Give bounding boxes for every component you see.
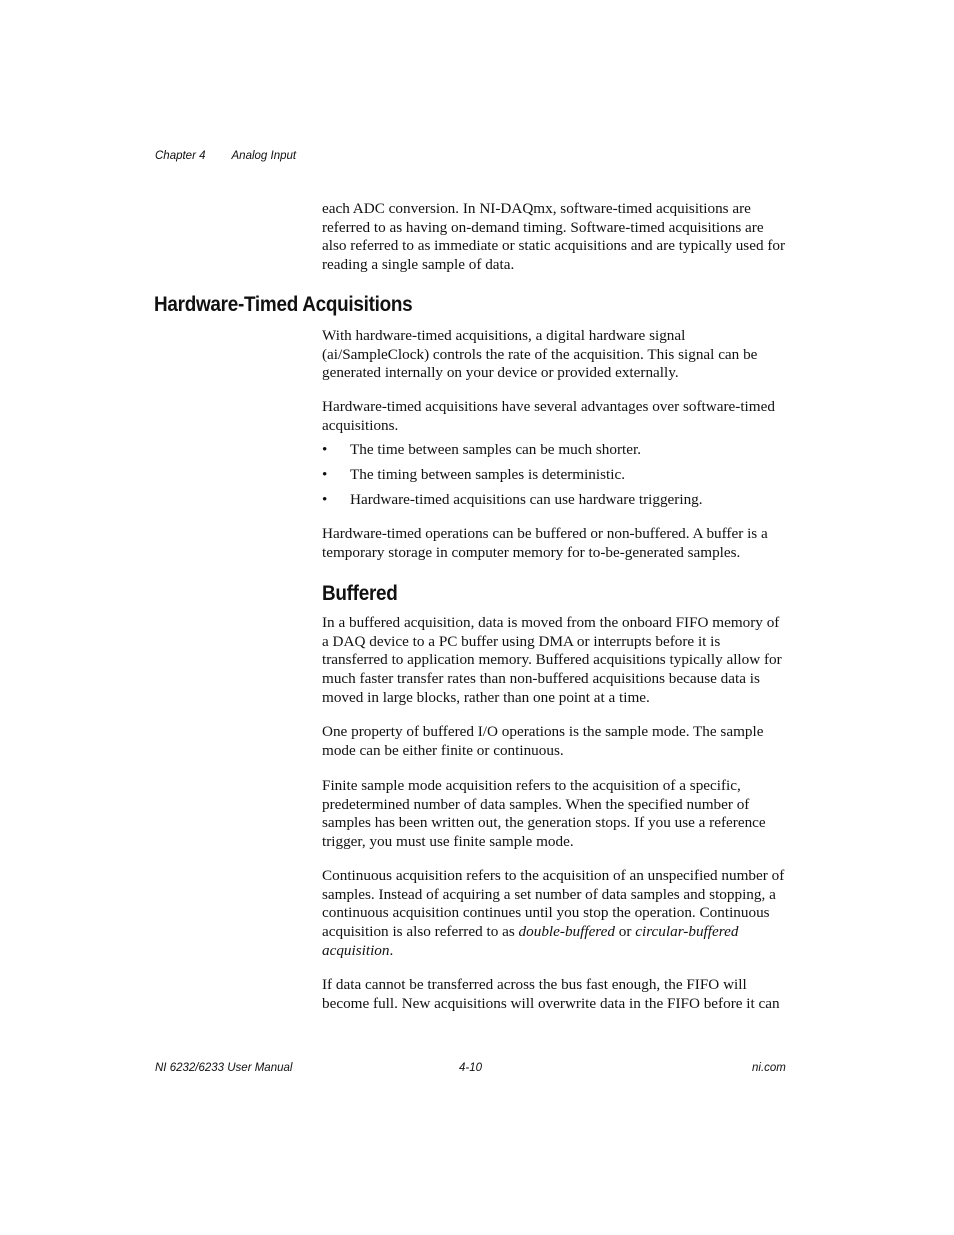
hardware-timed-paragraph-1: With hardware-timed acquisitions, a digital hardware signal (ai/SampleClock) controls the rate of the acquisition. This signal can be generated internally on your device or provided externally. [322,327,758,382]
running-header [155,150,296,162]
buffered-paragraph-4: Continuous acquisition refers to the acquisition of an unspecified number of samples. Instead of acquiring a set number of data samples and stopping, a continuous acquisition continues until you stop the operation. Continuous acquisition is also referred to as double-buffered or circular-buffered acquisition. [322,867,785,959]
buffered-paragraph-3: Finite sample mode acquisition refers to the acquisition of a specific, predetermined number of data samples. When the specified number of samples has been written out, the generation stops. If you use a reference trigger, you must use finite sample mode. [322,777,766,851]
hardware-timed-paragraph-2: Hardware-timed acquisitions have several advantages over software-timed acquisitions. [322,398,775,434]
buffered-paragraph-5: If data cannot be transferred across the bus fast enough, the FIFO will become full. New acquisitions will overwrite data in the FIFO before it can [322,976,780,1012]
heading-hardware-timed-acquisitions: Hardware-Timed Acquisitions [154,293,413,316]
emphasis-circular-buffered: circular-buffered acquisition [322,923,739,959]
buffered-paragraph-1: In a buffered acquisition, data is moved from the onboard FIFO memory of a DAQ device to a PC buffer using DMA or interrupts before it is transferred to application memory. Buffered acquisitions typically allow for much faster transfer rates than non-buffered acquisitions because data is moved in large blocks, rather than one point at a time. [322,614,782,706]
footer-site: ni.com [752,1062,786,1074]
bullet-glyph: • [322,441,328,458]
emphasis-double-buffered: double-buffered [518,923,615,941]
chapter-label: Chapter 4 [155,150,206,162]
list-item-text: The time between samples can be much shorter. [350,441,641,458]
hardware-timed-paragraph-3: Hardware-timed operations can be buffered or non-buffered. A buffer is a temporary storage in computer memory for to-be-generated samples. [322,525,768,561]
heading-buffered: Buffered [322,582,398,605]
section-label: Analog Input [231,150,297,162]
list-item-text: The timing between samples is deterministic. [350,466,625,483]
intro-paragraph: each ADC conversion. In NI-DAQmx, software-timed acquisitions are referred to as having on-demand timing. Software-timed acquisitions are also referred to as immediate or static acquisitions and are typically used for reading a single sample of data. [322,200,786,274]
bullet-glyph: • [322,491,328,508]
list-item-text: Hardware-timed acquisitions can use hardware triggering. [350,491,703,508]
buffered-paragraph-2: One property of buffered I/O operations is the sample mode. The sample mode can be either finite or continuous. [322,723,764,759]
footer-manual-title: NI 6232/6233 User Manual [155,1062,293,1074]
bullet-glyph: • [322,466,328,483]
footer-page-number: 4-10 [459,1062,483,1074]
